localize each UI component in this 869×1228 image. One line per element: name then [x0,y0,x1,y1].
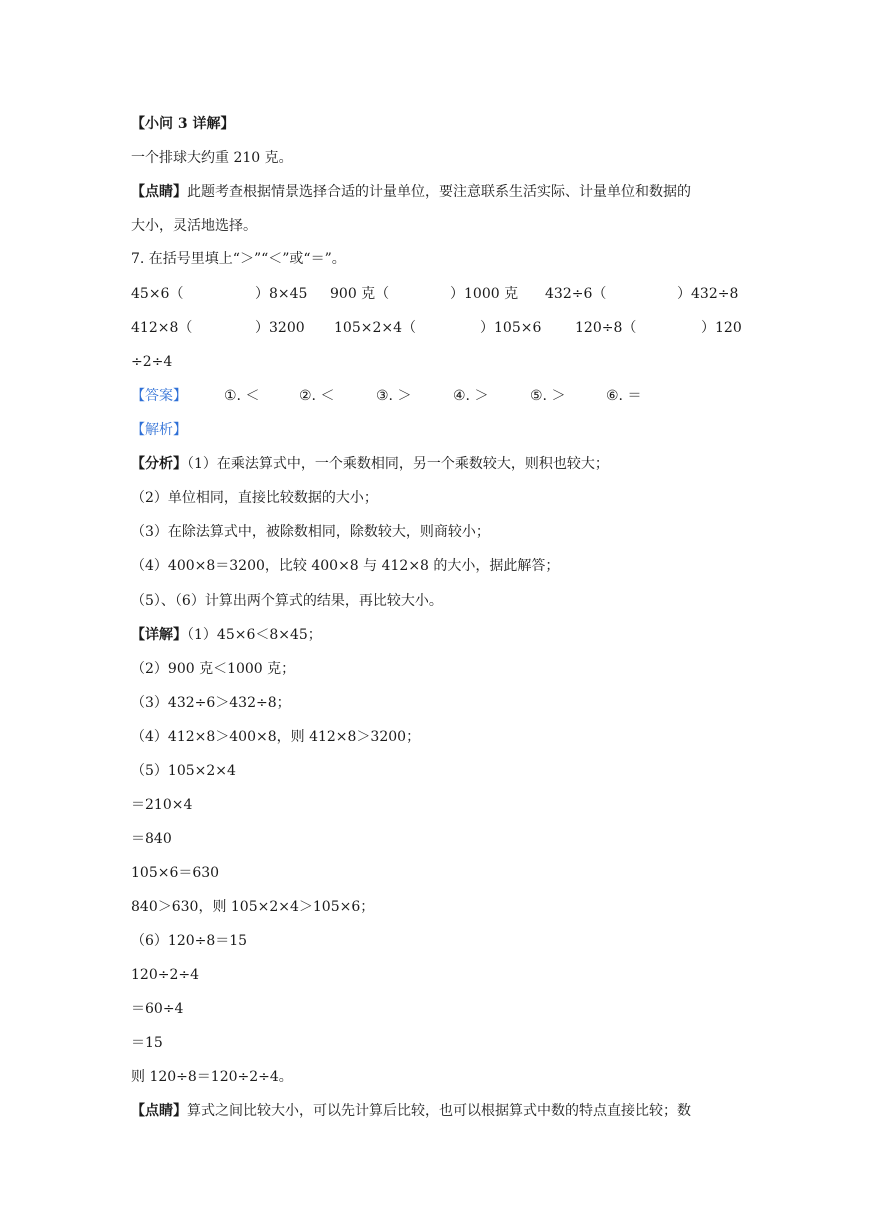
answer-item: ④. ＞ [453,388,489,404]
analysis-line-3: （3）在除法算式中，被除数相同，除数较大，则商较小； [131,524,490,540]
blank-expr: ）105×6 [480,320,542,336]
blank-expr: ）8×45 [255,286,308,302]
blank-expr: 900 克（ [330,286,390,302]
explanation-tag: 【解析】 [131,422,187,438]
detail-line-9: 840＞630，则 105×2×4＞105×6； [131,899,375,915]
detail-line-13: ＝15 [131,1035,163,1051]
detail-tag: 【详解】 [131,627,187,643]
detail-line-7: ＝840 [131,831,172,847]
sub-question-3-answer: 一个排球大约重 210 克。 [131,150,293,166]
question-7-row-3: ÷2÷4 [131,354,173,370]
answer-item: ⑤. ＞ [530,388,566,404]
blank-expr: ）1000 克 [450,286,519,302]
comment-tag: 【点睛】 [131,184,187,200]
comment-line-1 [131,182,751,202]
blank-expr: ）120 [701,320,742,336]
blank-expr: 432÷6（ [545,286,607,302]
analysis-line-2: （2）单位相同，直接比较数据的大小； [131,490,378,506]
sub-question-3-heading: 【小问 3 详解】 [131,116,235,132]
detail-line-10: （6）120÷8＝15 [131,933,248,949]
blank-expr: 45×6（ [131,286,184,302]
detail-line-8: 105×6＝630 [131,865,220,881]
answer-item: ③. ＞ [376,388,412,404]
comment2-tag: 【点睛】 [131,1103,187,1119]
detail-line-2: （2）900 克＜1000 克； [131,661,296,677]
comment-line-2: 大小，灵活地选择。 [131,218,257,234]
blank-expr: ）432÷8 [677,286,739,302]
answer-item: ⑥. ＝ [606,388,642,404]
analysis-line-1 [131,454,751,474]
analysis-tag: 【分析】 [131,456,187,472]
blank-expr: 120÷8（ [575,320,637,336]
analysis-text: （1）在乘法算式中，一个乘数相同，另一个乘数较大，则积也较大； [187,456,609,472]
comment2-line [131,1101,751,1121]
detail-line-12: ＝60÷4 [131,1001,184,1017]
answer-item: ①. ＜ [224,388,260,404]
blank-expr: ）3200 [255,320,305,336]
comment-text: 此题考查根据情景选择合适的计量单位，要注意联系生活实际、计量单位和数据的 [187,184,691,200]
answer-tag: 【答案】 [131,388,187,404]
detail-line-3: （3）432÷6＞432÷8； [131,695,291,711]
detail-line-11: 120÷2÷4 [131,967,199,983]
detail-text: （1）45×6＜8×45； [187,627,322,643]
detail-line-14: 则 120÷8＝120÷2÷4。 [131,1069,293,1085]
comment2-text: 算式之间比较大小，可以先计算后比较，也可以根据算式中数的特点直接比较；数 [187,1103,691,1119]
detail-line-4: （4）412×8＞400×8，则 412×8＞3200； [131,729,421,745]
blank-expr: 105×2×4（ [334,320,416,336]
detail-line-1 [131,625,751,645]
detail-line-6: ＝210×4 [131,797,193,813]
answer-item: ②. ＜ [299,388,335,404]
detail-line-5: （5）105×2×4 [131,763,236,779]
blank-expr: 412×8（ [131,320,193,336]
question-7-title: 7. 在括号里填上“＞”“＜”或“＝”。 [131,251,346,267]
analysis-line-4: （4）400×8＝3200，比较 400×8 与 412×8 的大小，据此解答； [131,558,560,574]
analysis-line-5: （5）、（6）计算出两个算式的结果，再比较大小。 [131,593,443,609]
